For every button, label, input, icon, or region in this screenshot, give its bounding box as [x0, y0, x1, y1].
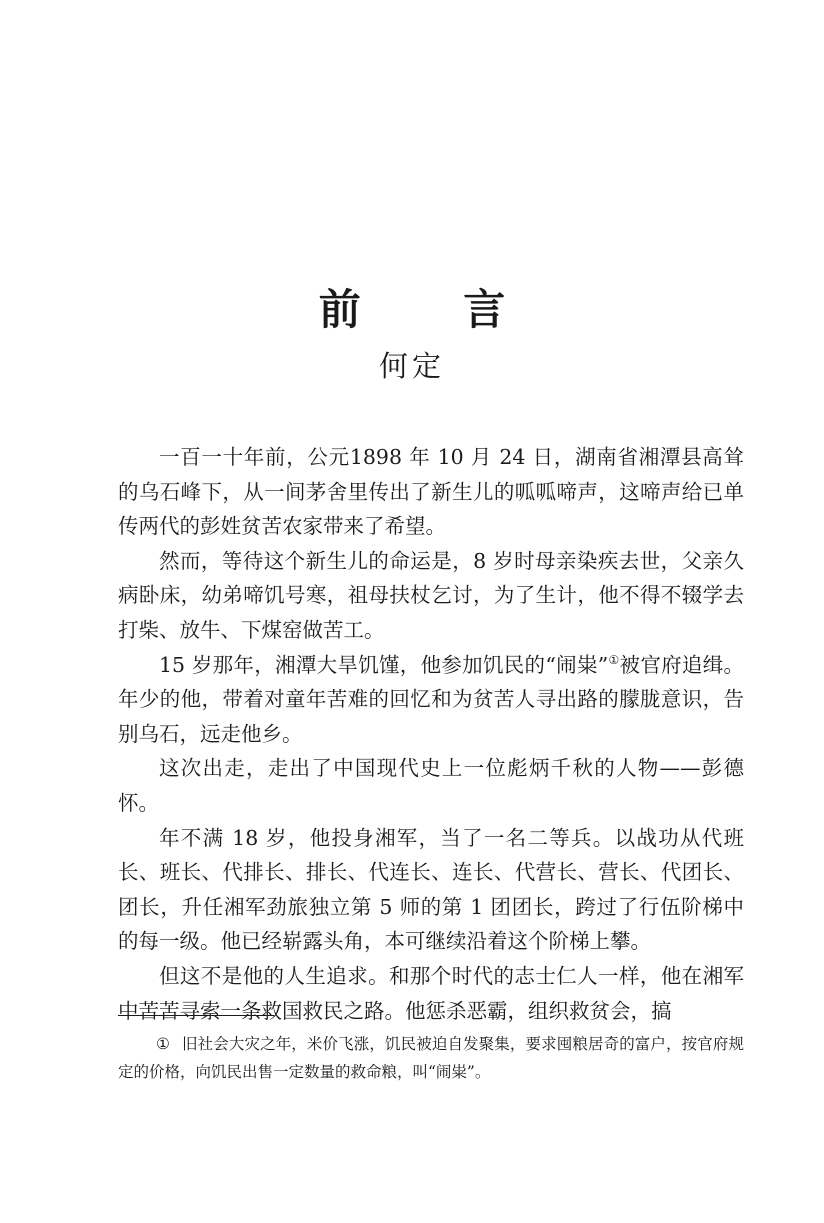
footnote-divider [118, 1015, 274, 1016]
chapter-title: 前 言 [318, 285, 550, 334]
paragraph-1: 一百一十年前，公元1898 年 10 月 24 日，湖南省湘潭县高耸的乌石峰下，从一间茅舍里传出了新生儿的呱呱啼声，这啼声给已单传两代的彭姓贫苦农家带来了希望。 [118, 445, 744, 539]
paragraph-3-part-1: 15 岁那年，湘潭大旱饥馑，他参加饥民的“闹粜” [159, 652, 609, 677]
author-name: 何定 [378, 349, 445, 383]
paragraph-3-part-2: 被官府追缉。年少的他，带着对童年苦难的回忆和为贫苦人寻出路的朦胧意识，告别乌石，远走他乡。 [118, 652, 745, 746]
paragraph-3 [118, 648, 744, 752]
footnote-marker: ① [156, 1035, 171, 1053]
body-text [118, 440, 744, 1028]
paragraph-6: 但这不是他的人生追求。和那个时代的志士仁人一样，他在湘军中苦苦寻索一条救国救民之路。他惩杀恶霸，组织救贫会，搞 [118, 963, 744, 1023]
paragraph-5: 年不满 18 岁，他投身湘军，当了一名二等兵。以战功从代班长、班长、代排长、排长、代连长、连长、代营长、营长、代团长、团长，升任湘军劲旅独立第 5 师的第 1 团团长，跨过了行伍阶梯中的每一级。他已经崭露头角，本可继续沿着这个阶梯上攀。 [118, 825, 744, 954]
footnote-text: 旧社会大灾之年，米价飞涨，饥民被迫自发聚集，要求囤粮居奇的富户，按官府规定的价格，向饥民出售一定数量的救命粮，叫“闹粜”。 [118, 1035, 744, 1081]
paragraph-2: 然而，等待这个新生儿的命运是，8 岁时母亲染疾去世，父亲久病卧床，幼弟啼饥号寒，祖母扶杖乞讨，为了生计，他不得不辍学去打柴、放牛、下煤窑做苦工。 [118, 548, 744, 642]
footnote [118, 1030, 744, 1086]
paragraph-4: 这次出走，走出了中国现代史上一位彪炳千秋的人物——彭德怀。 [118, 756, 744, 815]
footnote-reference: ① [608, 652, 620, 667]
